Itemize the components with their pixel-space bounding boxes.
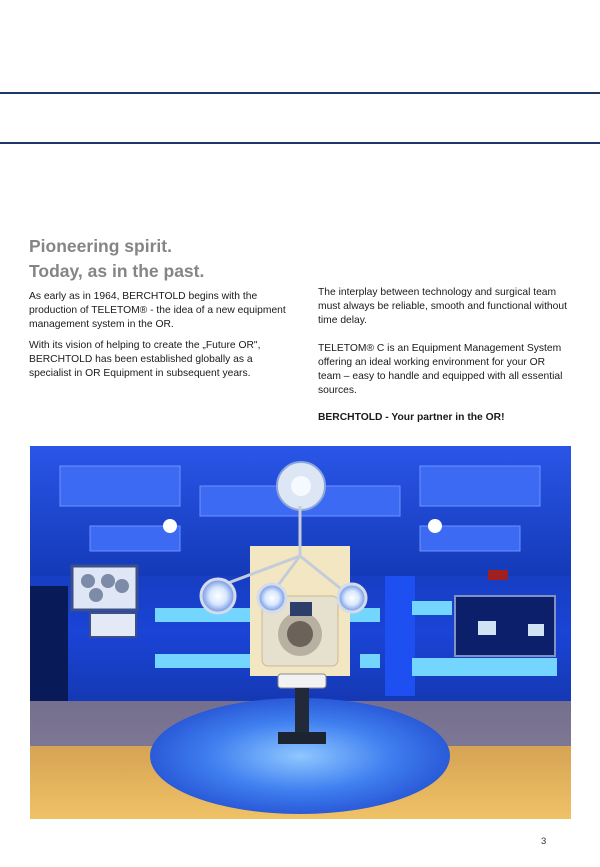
- surgical-light: [338, 584, 366, 612]
- wall-light-strip: [412, 658, 557, 676]
- left-door: [30, 586, 68, 716]
- title-line-2: Today, as in the past.: [29, 261, 205, 281]
- exit-sign: [488, 570, 508, 580]
- left-text-column: [29, 290, 291, 387]
- wall-light-strip: [360, 654, 380, 668]
- surgical-light: [258, 584, 286, 612]
- intro-paragraph: As early as in 1964, BERCHTOLD begins with the production of TELETOM® - the idea of a new equipment management system in the OR.: [29, 291, 286, 331]
- wall-light-strip: [412, 601, 452, 615]
- bottom-rule: [0, 142, 600, 144]
- top-rule: [0, 92, 600, 94]
- vision-paragraph: With its vision of helping to create the „Future OR", BERCHTOLD has been established globally as a specialist in OR Equipment in subsequent years.: [29, 339, 261, 380]
- surgical-light: [201, 579, 235, 613]
- downlight: [163, 519, 177, 533]
- title-line-1: Pioneering spirit.: [29, 236, 172, 256]
- scanner-monitor: [290, 602, 312, 616]
- wall-light-strip: [155, 608, 250, 622]
- right-text-column: [318, 286, 570, 439]
- equipment-column: [385, 576, 415, 696]
- downlight: [428, 519, 442, 533]
- interplay-paragraph: The interplay between technology and surgical team must always be reliable, smooth and functional without time delay.: [318, 287, 567, 327]
- partner-tagline: BERCHTOLD - Your partner in the OR!: [318, 412, 505, 424]
- product-paragraph: TELETOM® C is an Equipment Management System offering an ideal working environment for your OR team – easy to handle and equipped with all essential sources.: [318, 342, 563, 397]
- wall-light-strip: [155, 654, 250, 668]
- page-title: [29, 234, 204, 284]
- left-lower-monitor: [90, 613, 136, 637]
- page-number: 3: [541, 836, 547, 847]
- operating-table: [278, 674, 326, 688]
- operating-room-photo: [30, 446, 571, 819]
